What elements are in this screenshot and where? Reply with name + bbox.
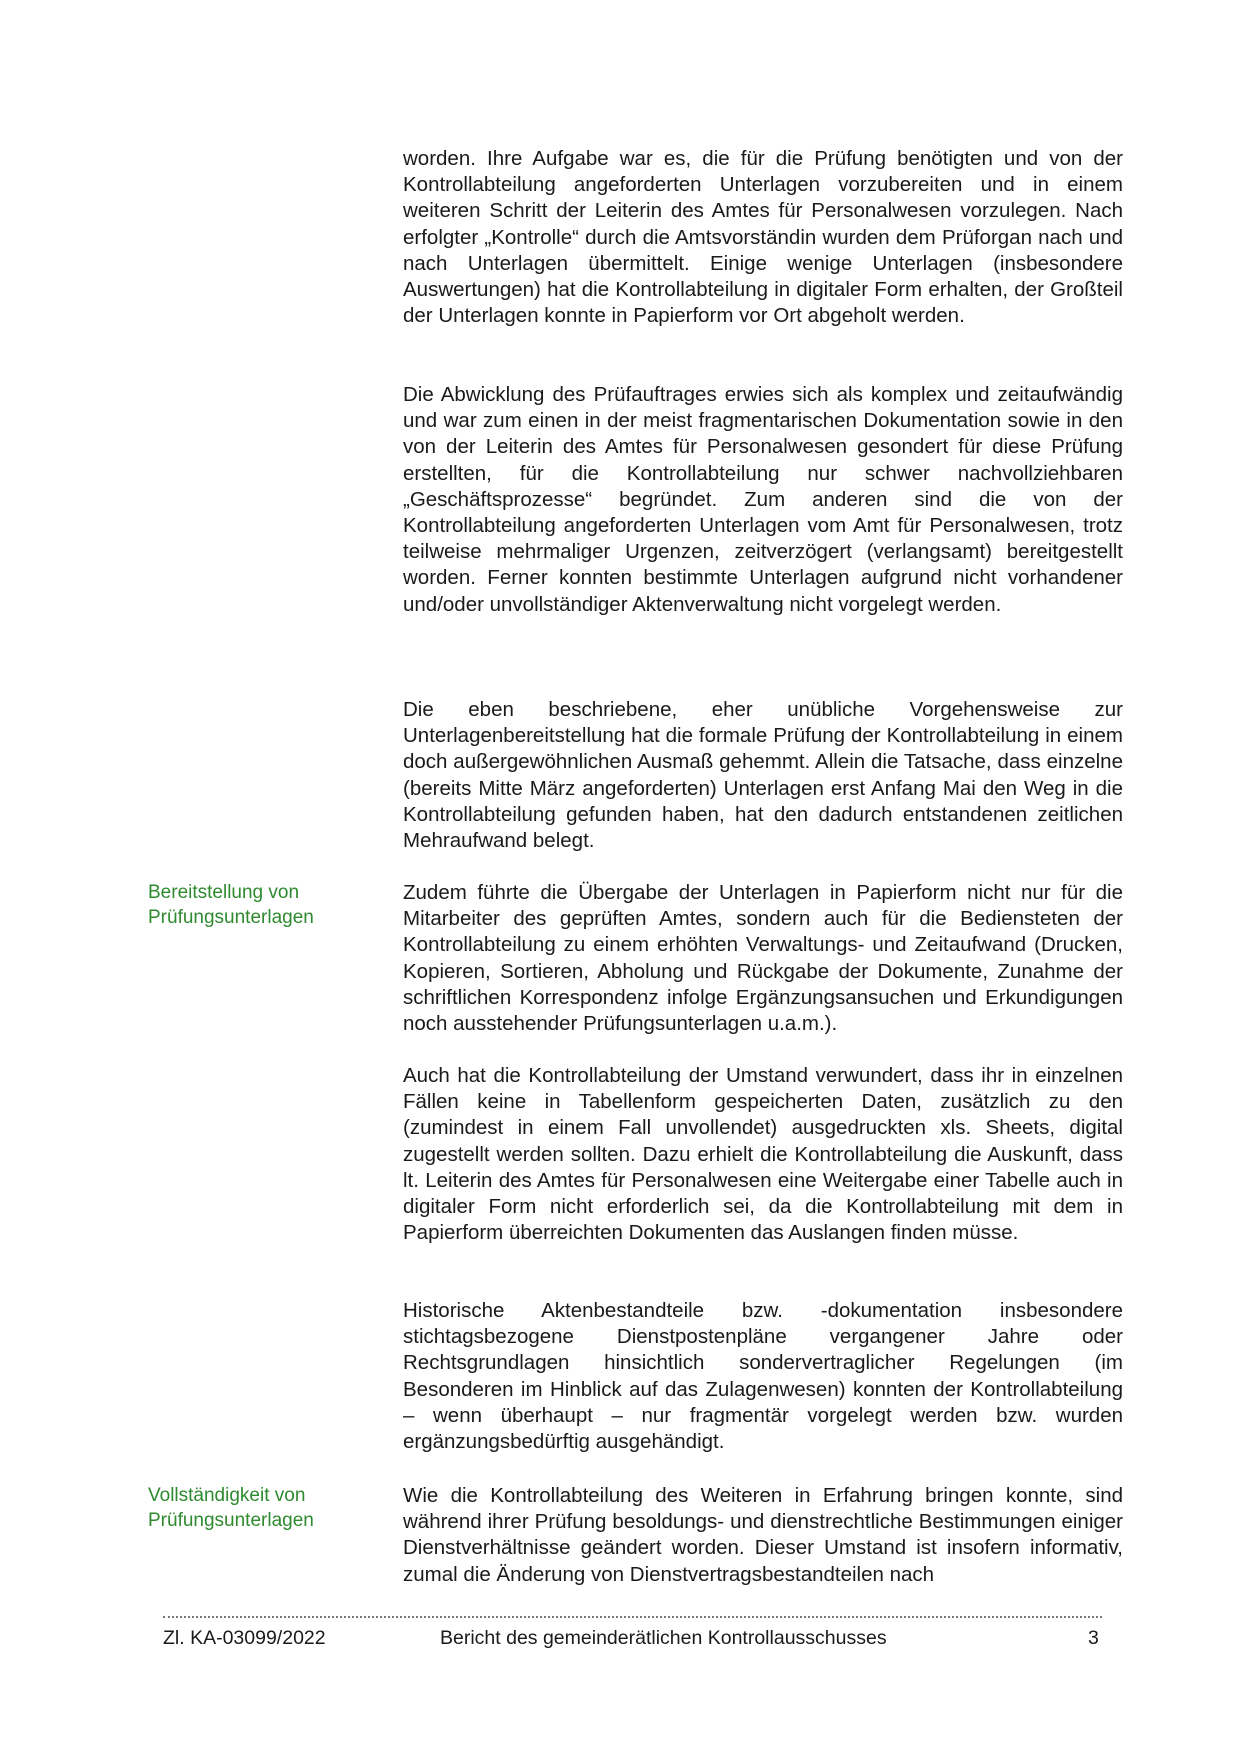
margin-note-line: Vollständigkeit von xyxy=(148,1485,306,1506)
footer-reference: Zl. KA-03099/2022 xyxy=(163,1627,326,1649)
body-paragraph-1: worden. Ihre Aufgabe war es, die für die Prüfung benötigten und von der Kontrollabteilung angeforderten Unterlagen vorzubereiten und in einem weiteren Schritt der Leiterin des Amtes für Personalwesen vorzulegen. Nach erfolgter „Kontrolle“ durch die Amtsvorständin wurden dem Prüforgan nach und nach Unterlagen übermittelt. Einige wenige Unterlagen (insbesondere Auswertungen) hat die Kontrollabteilung in digitaler Form erhalten, der Großteil der Unterlagen konnte in Papierform vor Ort abgeholt werden. xyxy=(403,147,1123,328)
footer-title: Bericht des gemeinderätlichen Kontrollausschusses xyxy=(440,1627,887,1649)
footer-divider xyxy=(163,1616,1102,1618)
body-paragraph-4: Zudem führte die Übergabe der Unterlagen in Papierform nicht nur für die Mitarbeiter des geprüften Amtes, sondern auch für die Bediensteten der Kontrollabteilung zu einem erhöhten Verwaltungs- und Zeitaufwand (Drucken, Kopieren, Sortieren, Abholung und Rückgabe der Dokumente, Zunahme der schriftlichen Korrespondenz infolge Ergänzungsansuchen und Erkundigungen noch ausstehender Prüfungsunterlagen u.a.m.). xyxy=(403,881,1123,1036)
margin-note-line: Bereitstellung von xyxy=(148,882,300,903)
body-paragraph-3: Die eben beschriebene, eher unübliche Vorgehensweise zur Unterlagenbereitstellung hat die formale Prüfung der Kontrollabteilung in einem doch außergewöhnlichen Ausmaß gehemmt. Allein die Tatsache, dass einzelne (bereits Mitte März angeforderten) Unterlagen erst Anfang Mai den Weg in die Kontrollabteilung gefunden haben, hat den dadurch entstandenen zeitlichen Mehraufwand belegt. xyxy=(403,698,1123,853)
margin-note-line: Prüfungsunterlagen xyxy=(148,1510,314,1531)
margin-note-vollstaendigkeit xyxy=(148,1483,388,1533)
body-paragraph-2: Die Abwicklung des Prüfauftrages erwies sich als komplex und zeitaufwändig und war zum einen in der meist fragmentarischen Dokumentation sowie in den von der Leiterin des Amtes für Personalwesen gesondert für diese Prüfung erstellten, für die Kontrollabteilung nur schwer nachvollziehbaren „Geschäftsprozesse“ begründet. Zum anderen sind die von der Kontrollabteilung angeforderten Unterlagen vom Amt für Personalwesen, trotz teilweise mehrmaliger Urgenzen, zeitverzögert (verlangsamt) bereitgestellt worden. Ferner konnten bestimmte Unterlagen aufgrund nicht vorhandener und/oder unvollständiger Aktenverwaltung nicht vorgelegt werden. xyxy=(403,383,1123,616)
margin-note-line: Prüfungsunterlagen xyxy=(148,907,314,928)
body-paragraph-6: Historische Aktenbestandteile bzw. -dokumentation insbesondere stichtagsbezogene Dienstpostenpläne vergangener Jahre oder Rechtsgrundlagen hinsichtlich sondervertraglicher Regelungen (im Besonderen im Hinblick auf das Zulagenwesen) konnten der Kontrollabteilung – wenn überhaupt – nur fragmentär vorgelegt werden bzw. wurden ergänzungsbedürftig ausgehändigt. xyxy=(403,1299,1123,1454)
footer-page-number: 3 xyxy=(1088,1627,1099,1649)
body-paragraph-5: Auch hat die Kontrollabteilung der Umstand verwundert, dass ihr in einzelnen Fällen keine in Tabellenform gespeicherten Daten, zusätzlich zu den (zumindest in einem Fall unvollendet) ausgedruckten xls. Sheets, digital zugestellt werden sollten. Dazu erhielt die Kontrollabteilung die Auskunft, dass lt. Leiterin des Amtes für Personalwesen eine Weitergabe einer Tabelle auch in digitaler Form nicht erforderlich sei, da die Kontrollabteilung mit dem in Papierform überreichten Dokumenten das Auslangen finden müsse. xyxy=(403,1064,1123,1245)
margin-note-bereitstellung xyxy=(148,880,388,930)
body-paragraph-7: Wie die Kontrollabteilung des Weiteren in Erfahrung bringen konnte, sind während ihrer Prüfung besoldungs- und dienstrechtliche Bestimmungen einiger Dienstverhältnisse geändert worden. Dieser Umstand ist insofern informativ, zumal die Änderung von Dienstvertragsbestandteilen nach xyxy=(403,1484,1123,1586)
